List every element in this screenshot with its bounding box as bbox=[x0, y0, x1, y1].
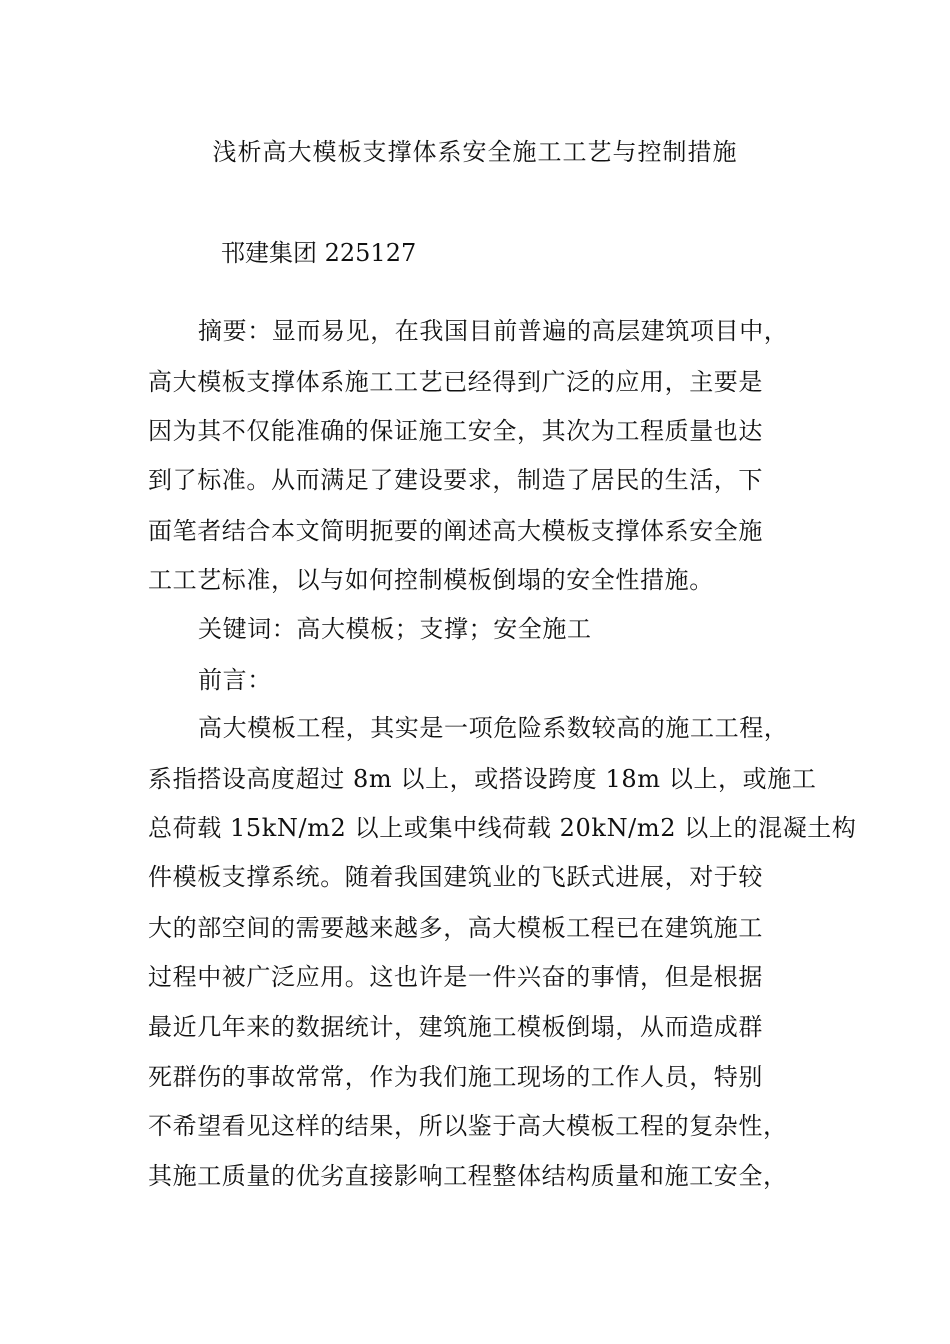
body-line: 不希望看见这样的结果，所以鉴于高大模板工程的复杂性， bbox=[148, 1112, 788, 1140]
body-line: 最近几年来的数据统计，建筑施工模板倒塌，从而造成群 bbox=[148, 1013, 763, 1041]
body-line: 总荷载 15kN/m2 以上或集中线荷载 20kN/m2 以上的混凝土构 bbox=[148, 814, 857, 842]
body-line: 过程中被广泛应用。这也许是一件兴奋的事情，但是根据 bbox=[148, 963, 763, 991]
abstract-line: 工工艺标准，以与如何控制模板倒塌的安全性措施。 bbox=[148, 566, 714, 594]
document-title: 浅析高大模板支撑体系安全施工工艺与控制措施 bbox=[212, 138, 738, 166]
author-line: 邗建集团 225127 bbox=[221, 239, 417, 267]
abstract-line: 到了标准。从而满足了建设要求，制造了居民的生活，下 bbox=[148, 466, 763, 494]
preface-heading: 前言： bbox=[198, 666, 272, 694]
body-line: 高大模板工程，其实是一项危险系数较高的施工工程， bbox=[198, 714, 789, 742]
body-line: 其施工质量的优劣直接影响工程整体结构质量和施工安全， bbox=[148, 1162, 788, 1190]
body-line: 系指搭设高度超过 8m 以上，或搭设跨度 18m 以上，或施工 bbox=[148, 765, 817, 793]
abstract-line: 面笔者结合本文简明扼要的阐述高大模板支撑体系安全施 bbox=[148, 517, 763, 545]
abstract-line: 摘要：显而易见，在我国目前普遍的高层建筑项目中， bbox=[198, 317, 789, 345]
abstract-line: 因为其不仅能准确的保证施工安全，其次为工程质量也达 bbox=[148, 417, 763, 445]
body-line: 大的部空间的需要越来越多，高大模板工程已在建筑施工 bbox=[148, 914, 763, 942]
body-line: 件模板支撑系统。随着我国建筑业的飞跃式进展，对于较 bbox=[148, 863, 763, 891]
body-line: 死群伤的事故常常，作为我们施工现场的工作人员，特别 bbox=[148, 1063, 763, 1091]
abstract-line: 高大模板支撑体系施工工艺已经得到广泛的应用，主要是 bbox=[148, 368, 763, 396]
keywords-line: 关键词：高大模板；支撑；安全施工 bbox=[198, 615, 592, 643]
